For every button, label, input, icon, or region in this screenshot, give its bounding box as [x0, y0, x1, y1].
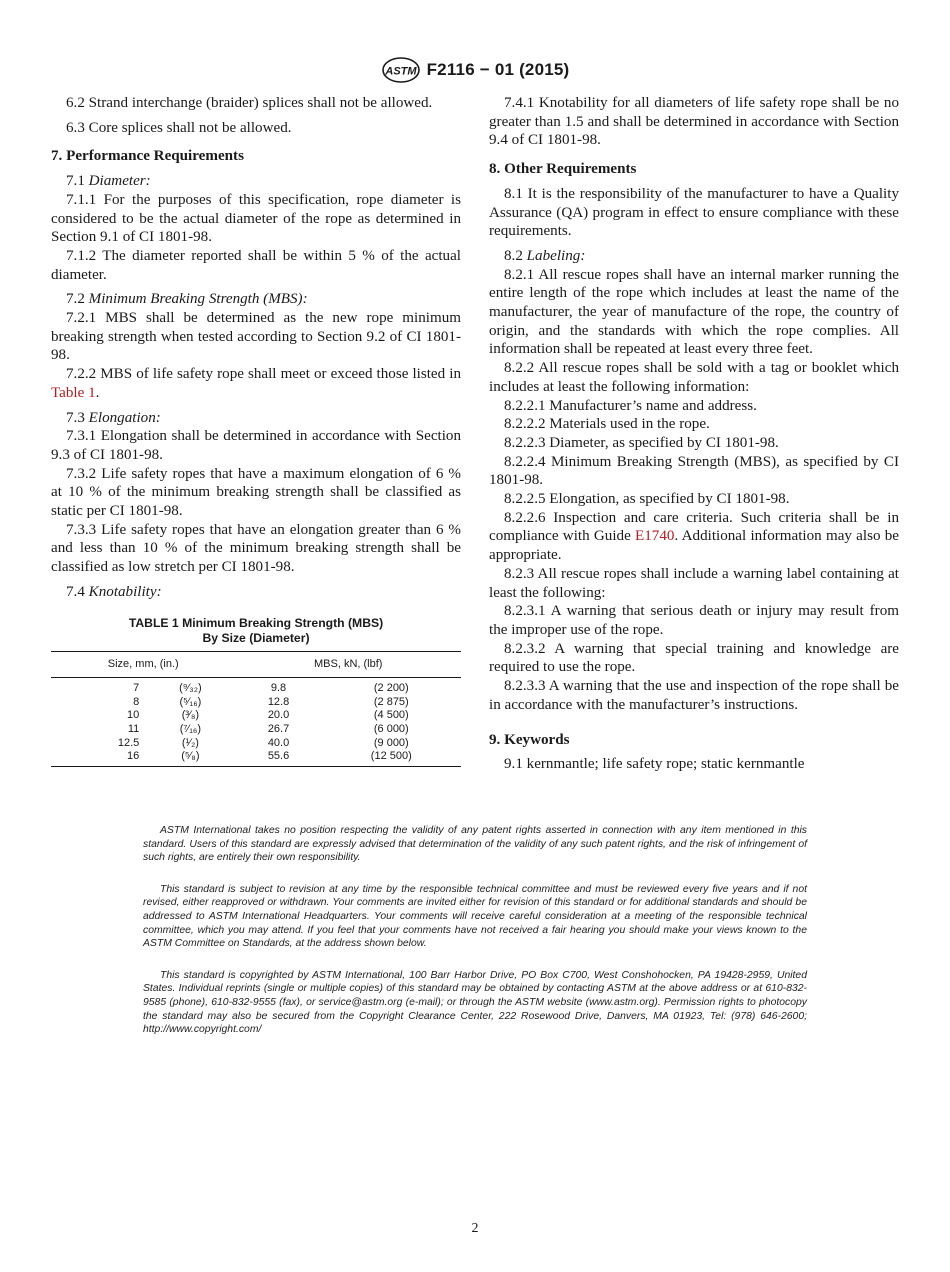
heading-7-performance-requirements: 7. Performance Requirements	[51, 148, 244, 165]
e1740-link[interactable]: E1740	[635, 528, 675, 545]
revision-notice: This standard is subject to revision at any time by the responsible technical committee and must be reviewed every five years and if not revised, either reapproved or withdrawn. Your comments are invited either for revision of this standard or for additional standards and should be addressed to ASTM International Headquarters. Your comments will receive careful consideration at a meeting of the responsible technical committee, which you may attend. If you feel that your comments have not received a fair hearing you should make your views known to the ASTM Committee on Standards, at the address shown below.	[143, 883, 807, 950]
section-8-2-3-3: 8.2.3.3 A warning that the use and inspection of the rope shall be in accordance with the manufacturer’s instructions.	[489, 678, 899, 713]
section-6-3: 6.3 Core splices shall not be allowed.	[66, 119, 292, 136]
section-8-2-2-2: 8.2.2.2 Materials used in the rope.	[504, 416, 710, 433]
section-7-1-1: 7.1.1 For the purposes of this specification, rope diameter is considered to be the actual diameter of the rope as determined in Section 9.1 of CI 1801-98.	[51, 191, 461, 246]
section-7-3-1: 7.3.1 Elongation shall be determined in accordance with Section 9.3 of CI 1801-98.	[51, 428, 461, 463]
section-6-2: 6.2 Strand interchange (braider) splices shall not be allowed.	[66, 95, 433, 111]
section-7-4: 7.4 Knotability:	[66, 583, 162, 600]
table-row: 16 (⁵⁄₈) 55.6 (12 500)	[51, 750, 461, 766]
section-7-3-2: 7.3.2 Life safety ropes that have a maximum elongation of 6 % at 10 % of the minimum breaking strength shall be classified as static per CI 1801-98.	[51, 465, 461, 520]
standard-designation: F2116 − 01 (2015)	[426, 60, 570, 79]
section-8-2-2-6: 8.2.2.6 Inspection and care criteria. Such criteria shall be in compliance with Guide E1740. Additional information may also be appropriate.	[489, 509, 899, 564]
section-7-2-1: 7.2.1 MBS shall be determined as the new rope minimum breaking strength when tested according to Section 9.2 of CI 1801-98.	[51, 310, 461, 364]
table-1	[51, 616, 461, 767]
section-8-2-1: 8.2.1 All rescue ropes shall have an internal marker running the entire length of the rope which includes at least the name of the manufacturer, the year of manufacture of the rope, the country of origin, and the standards with which the rope complies. All information shall be repeated at least every three feet.	[489, 266, 899, 358]
left-column	[51, 94, 461, 767]
section-8-2-2-3: 8.2.2.3 Diameter, as specified by CI 1801-98.	[504, 434, 779, 451]
astm-logo-icon	[381, 56, 421, 84]
copyright-notice: This standard is copyrighted by ASTM International, 100 Barr Harbor Drive, PO Box C700, West Conshohocken, PA 19428-2959, United States. Individual reprints (single or multiple copies) of this standard may be obtained by contacting ASTM at the above address or at 610-832-9585 (phone), 610-832-9555 (fax), or service@astm.org (e-mail); or through the ASTM website (www.astm.org). Permission rights to photocopy the standard may also be secured from the Copyright Clearance Center, 222 Rosewood Drive, Danvers, MA 01923, Tel: (978) 646-2600; http://www.copyright.com/	[143, 969, 807, 1036]
table-row: 12.5 (¹⁄₂) 40.0 (9 000)	[117, 736, 409, 749]
section-7-1: 7.1 Diameter:	[66, 173, 151, 190]
section-8-2-3-2: 8.2.3.2 A warning that special training and knowledge are required to use the rope.	[489, 640, 899, 676]
table-1-link[interactable]: Table 1	[51, 384, 96, 401]
section-7-1-2: 7.1.2 The diameter reported shall be within 5 % of the actual diameter.	[51, 247, 461, 283]
column-header-mbs: MBS, kN, (lbf)	[235, 651, 461, 678]
page-number: 2	[471, 1221, 479, 1236]
patent-notice: ASTM International takes no position respecting the validity of any patent rights asserted in connection with any item mentioned in this standard. Users of this standard are expressly advised that determination of the validity of any such patent rights, and the risk of infringement of such rights, are entirely their own responsibility.	[143, 825, 807, 864]
section-9-1: 9.1 kernmantle; life safety rope; static kernmantle	[504, 756, 805, 773]
table-row: 11 (⁷⁄₁₆) 26.7 (6 000)	[127, 723, 409, 736]
table-row: 10 (³⁄₈) 20.0 (4 500)	[127, 709, 409, 722]
table-row: 7 (⁹⁄₃₂) 9.8 (2 200)	[133, 682, 409, 695]
right-column	[489, 94, 899, 774]
table-1-title: TABLE 1 Minimum Breaking Strength (MBS) By Size (Diameter)	[128, 615, 384, 645]
footer-notices	[143, 824, 807, 1055]
section-7-4-1: 7.4.1 Knotability for all diameters of life safety rope shall be no greater than 1.5 and shall be determined in accordance with Section 9.4 of CI 1801-98.	[489, 95, 899, 149]
section-7-2: 7.2 Minimum Breaking Strength (MBS):	[66, 291, 308, 308]
section-8-2-2: 8.2.2 All rescue ropes shall be sold with a tag or booklet which includes at least the following information:	[489, 360, 899, 395]
section-8-2: 8.2 Labeling:	[504, 247, 586, 264]
section-8-2-2-5: 8.2.2.5 Elongation, as specified by CI 1801-98.	[504, 491, 790, 508]
svg-text:ASTM: ASTM	[385, 65, 417, 78]
mbs-table	[51, 651, 461, 767]
section-8-2-3-1: 8.2.3.1 A warning that serious death or injury may result from the improper use of the rope.	[489, 603, 899, 638]
table-row: 8 (⁵⁄₁₆) 12.8 (2 875)	[133, 695, 409, 708]
section-8-1: 8.1 It is the responsibility of the manufacturer to have a Quality Assurance (QA) program in effect to ensure compliance with these requirements.	[489, 185, 899, 240]
heading-9-keywords: 9. Keywords	[489, 731, 570, 748]
section-8-2-2-1: 8.2.2.1 Manufacturer’s name and address.	[504, 397, 757, 414]
section-8-2-3: 8.2.3 All rescue ropes shall include a warning label containing at least the following:	[489, 565, 899, 601]
section-7-2-2: 7.2.2 MBS of life safety rope shall meet or exceed those listed in Table 1.	[51, 366, 461, 401]
section-7-3-3: 7.3.3 Life safety ropes that have an elongation greater than 6 % and less than 10 % of the minimum breaking strength shall be classified as low stretch per CI 1801-98.	[51, 521, 461, 576]
heading-8-other-requirements: 8. Other Requirements	[489, 161, 637, 178]
section-8-2-2-4: 8.2.2.4 Minimum Breaking Strength (MBS), as specified by CI 1801-98.	[489, 453, 899, 489]
page-header	[0, 56, 950, 89]
section-7-3: 7.3 Elongation:	[66, 409, 161, 426]
column-header-size: Size, mm, (in.)	[51, 651, 235, 678]
